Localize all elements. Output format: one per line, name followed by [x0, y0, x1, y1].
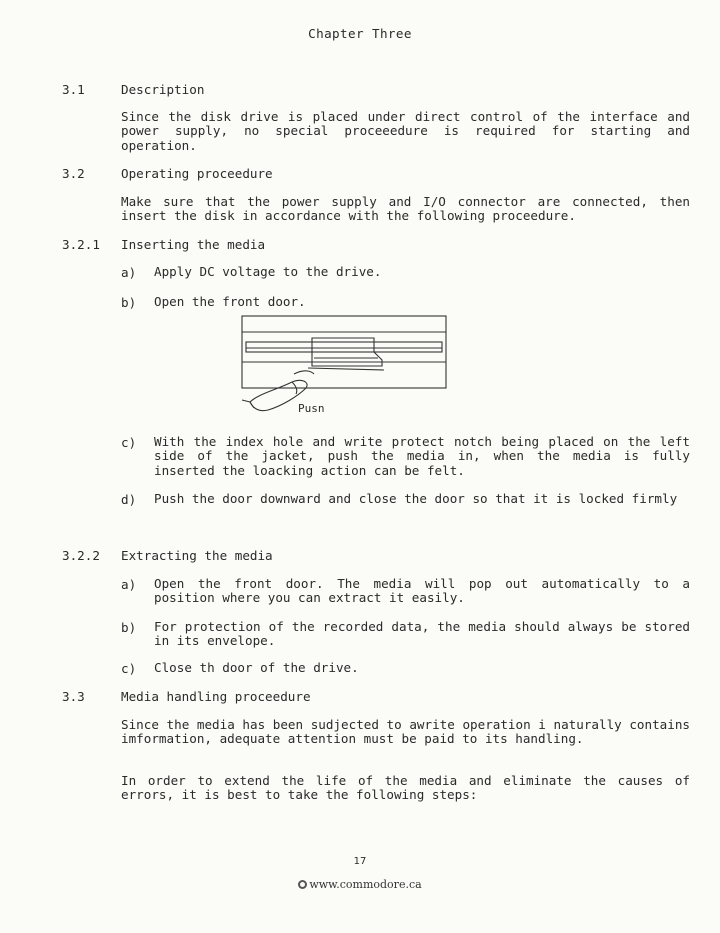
section-title: Operating proceedure	[121, 166, 273, 181]
section-3-2-paragraph: Make sure that the power supply and I/O connector are connected, then insert the disk in accordance with the following proceedure.	[121, 194, 690, 224]
list-item-text: With the index hole and write protect notch being placed on the left side of the jacket, push the media in, when the media is fully inserted the loacking action can be felt.	[154, 434, 690, 478]
commodore-logo-icon	[298, 880, 307, 889]
list-item-text: Close th door of the drive.	[154, 660, 359, 675]
drive-slot	[246, 342, 442, 352]
section-3-1-paragraph: Since the disk drive is placed under direct control of the interface and power supply, no special proceeedure is required for starting and operation.	[121, 109, 690, 153]
list-item-text: Open the front door. The media will pop out automatically to a position where you can extract it easily.	[154, 576, 690, 606]
section-number: 3.2.2	[62, 548, 100, 563]
list-item-label: b)	[121, 295, 137, 310]
push-label: Pusn	[298, 402, 325, 415]
section-number: 3.2	[62, 166, 85, 181]
chapter-heading: Chapter Three	[308, 26, 412, 41]
page-number: 17	[353, 856, 367, 867]
disk-drive-insertion-figure	[232, 312, 462, 422]
list-item-label: c)	[121, 661, 137, 676]
section-title: Inserting the media	[121, 237, 266, 252]
list-item-label: a)	[121, 577, 137, 592]
section-number: 3.2.1	[62, 237, 100, 252]
list-item-text: Apply DC voltage to the drive.	[154, 264, 382, 279]
list-item-label: a)	[121, 265, 137, 280]
list-item-label: d)	[121, 492, 137, 507]
section-title: Description	[121, 82, 205, 97]
section-title: Media handling proceedure	[121, 689, 311, 704]
list-item-label: c)	[121, 435, 137, 450]
list-item-text: For protection of the recorded data, the media should always be stored in its envelope.	[154, 619, 690, 649]
footer-url-text: www.commodore.ca	[309, 878, 422, 891]
list-item-text: Open the front door.	[154, 294, 306, 309]
list-item-text: Push the door downward and close the door so that it is locked firmly	[154, 491, 678, 506]
footer-watermark	[0, 878, 720, 891]
section-number: 3.3	[62, 689, 85, 704]
section-3-3-paragraph: Since the media has been sudjected to awrite operation i naturally contains imformation, adequate attention must be paid to its handling.	[121, 717, 690, 747]
section-3-3-paragraph: In order to extend the life of the media and eliminate the causes of errors, it is best to take the following steps:	[121, 773, 690, 803]
list-item-label: b)	[121, 620, 137, 635]
section-title: Extracting the media	[121, 548, 273, 563]
section-number: 3.1	[62, 82, 85, 97]
